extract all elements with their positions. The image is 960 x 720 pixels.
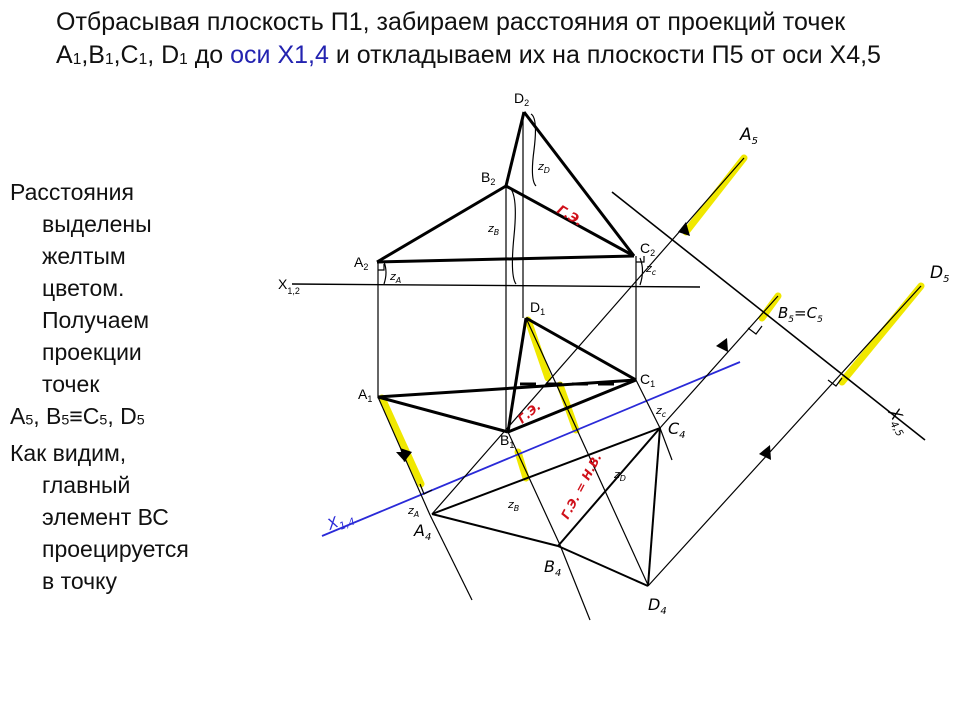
svg-text:zD: $z_D$ [614,468,626,483]
highlight-d5 [842,286,921,382]
svg-text:zc: $z_c$ [656,404,667,419]
svg-text:D2: $D_2$ [514,90,530,108]
highlight-a5 [686,158,744,232]
svg-text:B1: $B_1$ [500,432,515,450]
axis-x12 [292,284,700,287]
svg-text:zA: $z_A$ [408,504,420,519]
svg-text:A2: $A_2$ [354,254,369,272]
axis-x14-reference: оси X1,4 [230,41,329,69]
horizontal-projection [378,318,636,432]
side-line: проекции [42,339,142,365]
svg-text:D1: $D_1$ [530,299,546,317]
projectors-to-p4 [378,318,672,620]
ge-label-mid: Г.Э. [514,399,544,427]
handwritten-labels [324,125,950,617]
svg-text:C2: $C_2$ [640,240,656,258]
side-line: точек [42,371,100,397]
slide-title: Отбрасывая плоскость П1, забираем расстояния от проекций точек $А_1,B_1,C_1$, $D_1$ до оси X1,4 и откладываем их на плоскости П5 от оси Х4,5 [56,8,881,69]
svg-text:C1: $C_1$ [640,371,656,389]
red-annotations [515,203,605,522]
side-line: в точку [42,567,117,594]
svg-text:A1: $A_1$ [358,386,373,404]
axis-x45 [612,192,925,440]
resulting-points: $A_5$, $B_5\equiv C_5$, $D_5$ [10,403,145,429]
svg-text:X4,5: $X_{4,5}$ [884,404,907,439]
svg-text:D5: $D_5$ [930,263,950,285]
ge-nv-label: Г.Э. = Н.В. [558,451,605,522]
distance-highlights [382,158,921,484]
svg-text:zB: $z_B$ [488,222,500,237]
svg-text:zA: $z_A$ [390,270,402,285]
z-annotations [389,160,667,522]
svg-text:X1,2: $X_{1,2}$ [278,276,300,296]
svg-text:A4: $A_4$ [414,521,432,543]
svg-text:D4: $D_4$ [648,595,667,617]
side-line: проецируется [42,535,189,562]
svg-text:X1,4: $X_{1,4}$ [324,513,357,534]
svg-text:zB: $z_B$ [508,498,520,513]
svg-text:B4: $B_4$ [544,557,562,579]
svg-text:zc: $z_c$ [646,262,657,277]
svg-text:B5=C5: $B_5=C_5$ [778,304,823,325]
svg-text:zD: $z_D$ [538,160,550,175]
side-line: цветом. [42,275,125,301]
side-line: выделены [42,211,152,237]
right-angle-markers [378,256,842,494]
svg-text:A5: $A_5$ [740,125,759,147]
highlight-a1 [382,398,421,484]
side-line: Расстояния [10,179,134,205]
side-line: желтым [42,243,126,269]
svg-text:C4: $C_4$ [668,419,686,441]
ge-label-top: Г.Э. [553,202,586,231]
side-line: главный [42,471,131,498]
side-line: Получаем [42,307,150,333]
svg-text:B2: $B_2$ [481,169,496,187]
side-line: Как видим, [10,439,127,466]
side-line: элемент ВС [42,503,169,530]
